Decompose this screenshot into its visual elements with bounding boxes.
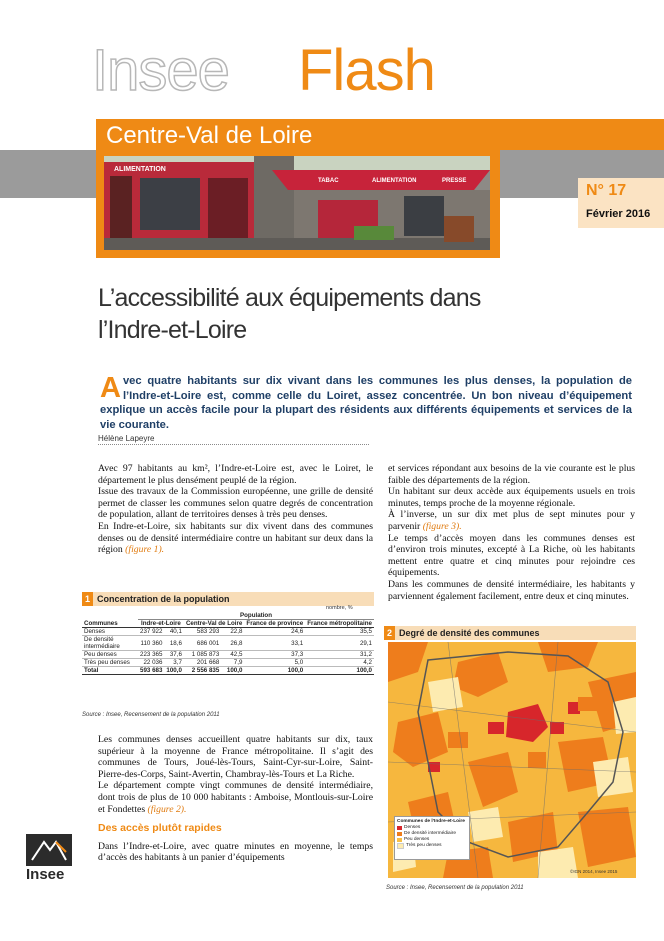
brand-insee-wordmark: Insee <box>92 38 229 103</box>
table-cell: 223 365 <box>140 651 163 658</box>
map-credit: ©IGN 2014, Insee 2015 <box>570 869 618 874</box>
table-cell: 40,1 <box>169 628 182 635</box>
table-cell: 31,2 <box>359 651 372 658</box>
legend-item <box>397 843 467 849</box>
photo-sign-text: ALIMENTATION <box>372 178 417 184</box>
legend-label: Peu denses <box>404 837 430 842</box>
table-header-row <box>82 620 374 628</box>
paragraph <box>98 780 373 815</box>
paragraph: Dans les communes de densité intermédiaire, les habitants y parviennent également facilement, entre deux et cinq minutes. <box>388 578 635 602</box>
photo-sign-text: PRESSE <box>442 178 467 184</box>
left-column-top <box>98 463 373 556</box>
issue-number: N° 17 <box>586 182 627 199</box>
table-cell: 22 036 <box>143 659 163 666</box>
table-cell: 201 668 <box>196 659 220 666</box>
figure2-source: Source : Insee, Recensement de la population 2011 <box>386 885 524 891</box>
table-cell: 110 360 <box>140 639 163 647</box>
legend-label: Denses <box>404 825 421 830</box>
table-cell: 593 683 <box>140 667 163 674</box>
table-cell: 42,5 <box>230 651 243 658</box>
table-cell: 37,6 <box>169 651 182 658</box>
figure-title: Degré de densité des communes <box>399 628 540 638</box>
table-cell: 33,1 <box>291 639 304 647</box>
table-group-header-row <box>82 612 374 620</box>
legend-label: De densité intermédiaire <box>404 831 456 836</box>
photo-sign-text: TABAC <box>318 178 339 184</box>
table-cell: 2 556 835 <box>191 667 220 674</box>
row-label: Très peu denses <box>84 659 130 666</box>
paragraph: Dans l’Indre-et-Loire, avec quatre minutes en moyenne, le temps d’accès des habitants à un panier d’équipements <box>98 840 373 864</box>
paragraph-text: En Indre-et-Loire, six habitants sur dix vivent dans des communes denses ou de densité intermédiaire contre un habitant sur deux dans la région <box>98 520 373 556</box>
table-header: France de province <box>246 620 304 627</box>
lead-text: vec quatre habitants sur dix vivant dans les communes les plus denses, la population de l’Indre-et-Loire est, comme celle du Loiret, assez concentrée. Un bon niveau d’équipement explique un accès facile pour la plupart des résidents aux différents équipements et services de la vie courante. <box>100 375 632 431</box>
subheading: Des accès plutôt rapides <box>98 822 222 835</box>
table-row <box>82 651 374 659</box>
table-cell: 100,0 <box>166 667 182 674</box>
row-label: De densité intermédiaire <box>84 636 120 650</box>
paragraph: Issue des travaux de la Commission européenne, une grille de densité permet de classer les communes selon quatre degrés de concentration de population, allant de territoires denses à très peu denses. <box>98 486 373 521</box>
table-row <box>82 636 374 651</box>
table-cell: 237 922 <box>140 628 163 635</box>
table-cell: 22,8 <box>230 628 243 635</box>
table-row <box>82 659 374 667</box>
table-body <box>82 628 374 675</box>
paragraph: Le temps d’accès moyen dans les communes denses est d’environ trois minutes, excepté à La Riche, où les habitants mettent entre quatre et cinq minutes pour rejoindre ces équipements. <box>388 532 635 579</box>
author: Hélène Lapeyre <box>98 434 158 443</box>
figure-number: 2 <box>384 626 395 640</box>
paragraph-text: Le département compte vingt communes de densité intermédiaire, dont trois de plus de 10 000 habitants : Amboise, Montlouis-sur-Loire et Fondettes <box>98 780 373 815</box>
insee-logo-mark <box>26 834 72 866</box>
table-header: Communes <box>84 619 118 627</box>
population-table <box>82 612 374 675</box>
paragraph: Les communes denses accueillent quatre habitants sur dix, taux supérieur à la moyenne de France métropolitaine. Il s’agit des communes de Tours, Joué-lès-Tours, Saint-Cyr-sur-Loire, Saint-Pierre-des-Corps, Saint-Avertin, Chambray-lès-Tours et La Riche. <box>98 734 373 780</box>
table-cell: 29,1 <box>359 639 372 647</box>
paragraph-text: À l’inverse, un sur dix met plus de sept minutes pour y parvenir <box>388 509 635 532</box>
paragraph: Avec 97 habitants au km², l’Indre-et-Loire est, avec le Loiret, le département le plus densément peuplé de la région. <box>98 463 373 486</box>
paragraph <box>98 521 373 556</box>
legend-label: Très peu denses <box>406 843 442 848</box>
table-cell: 1 085 873 <box>191 651 220 658</box>
table-cell: 4,2 <box>363 659 372 666</box>
table-cell: 18,6 <box>169 639 182 647</box>
legend-title: Communes de l’Indre-et-Loire <box>397 819 465 824</box>
table-cell: 100,0 <box>287 667 304 674</box>
figure-link[interactable]: (figure 1). <box>125 544 165 556</box>
figure-link[interactable]: (figure 3). <box>422 520 462 532</box>
cover-photo <box>104 156 490 250</box>
figure1-unit: nombre, % <box>326 605 353 611</box>
table-header: France métropolitaine <box>307 620 372 627</box>
table-cell: 37,3 <box>291 651 304 658</box>
legend-swatch <box>397 832 402 836</box>
table-cell: 100,0 <box>356 667 372 674</box>
paragraph: Un habitant sur deux accède aux équipements usuels en trois minutes, temps proche de la moyenne régionale. <box>388 486 635 509</box>
table-row <box>82 667 374 675</box>
author-rule <box>98 444 369 445</box>
lead-dropcap: A <box>100 372 121 404</box>
figure-link[interactable]: (figure 2). <box>147 803 187 815</box>
figure1-table-wrap <box>82 612 374 675</box>
row-label: Peu denses <box>84 651 117 658</box>
row-label: Total <box>84 667 99 674</box>
row-label: Denses <box>84 628 105 635</box>
table-cell: 7,9 <box>233 659 243 666</box>
legend-swatch <box>397 826 402 830</box>
left-column-bottom <box>98 734 373 864</box>
article-title: L’accessibilité aux équipements dans l’Indre-et-Loire <box>98 284 481 344</box>
table-group-header: Population <box>138 612 374 620</box>
figure1-source: Source : Insee, Recensement de la population 2011 <box>82 712 220 718</box>
table-cell: 3,7 <box>173 659 182 666</box>
figure-title: Concentration de la population <box>97 594 230 604</box>
table-cell <box>82 612 138 620</box>
table-header: Indre-et-Loire <box>141 620 181 627</box>
paragraph <box>388 509 635 532</box>
photo-sign-text: ALIMENTATION <box>114 166 166 173</box>
table-cell: 686 001 <box>196 639 220 647</box>
figure2-title-bar <box>384 626 636 640</box>
legend-swatch <box>397 843 404 849</box>
region-title: Centre-Val de Loire <box>106 122 313 149</box>
lead-paragraph <box>100 374 632 432</box>
paragraph: et services répondant aux besoins de la vie courante est le plus faible des départements de la région. <box>388 463 635 486</box>
figure-number: 1 <box>82 592 93 606</box>
figure1-title-bar <box>82 592 374 606</box>
table-cell: 35,5 <box>359 628 372 635</box>
map-legend <box>394 816 470 860</box>
table-cell: 100,0 <box>226 667 243 674</box>
grey-band-left <box>0 150 96 198</box>
issue-date: Février 2016 <box>586 208 651 220</box>
table-cell: 24,6 <box>291 628 304 635</box>
insee-logo-text: Insee <box>26 866 65 883</box>
right-column <box>388 463 635 602</box>
table-cell: 5,0 <box>294 659 304 666</box>
table-row <box>82 628 374 636</box>
table-cell: 583 293 <box>196 628 220 635</box>
brand-flash-wordmark: Flash <box>298 38 435 103</box>
table-cell: 26,8 <box>230 639 243 647</box>
legend-swatch <box>397 838 402 842</box>
table-header: Centre-Val de Loire <box>185 620 243 627</box>
